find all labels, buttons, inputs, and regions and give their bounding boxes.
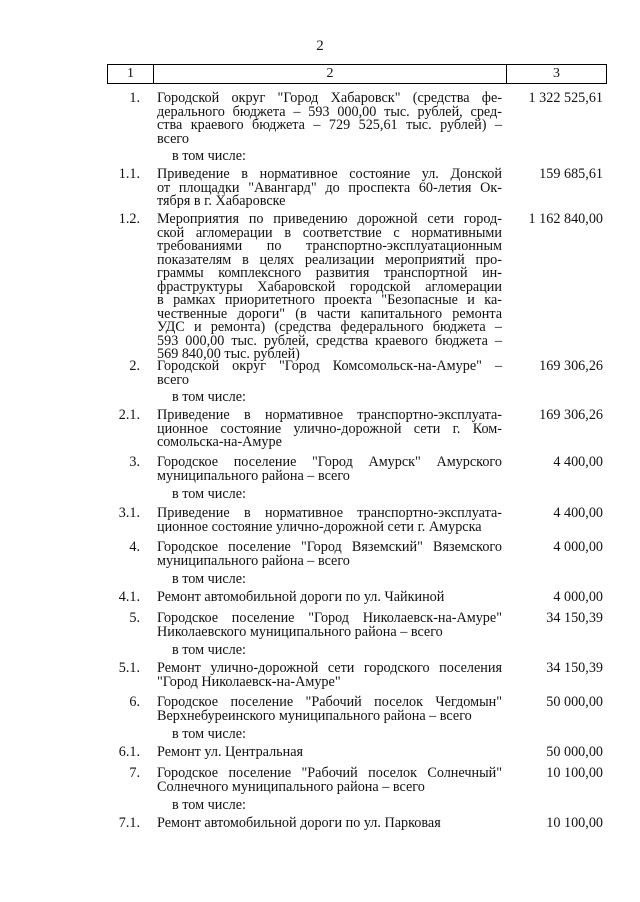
description-line: сомольска-на-Амуре	[157, 434, 282, 450]
row-amount: 34 150,39	[546, 610, 603, 626]
row-amount: 50 000,00	[546, 694, 603, 710]
description-line: в рамках приоритетного проекта "Безопасные и ка-	[157, 292, 502, 308]
description-line: Ремонт ул. Центральная	[157, 744, 304, 760]
row-description	[157, 92, 502, 146]
description-line: ства краевого бюджета – 729 525,61 тыс. рублей) –	[157, 117, 502, 133]
row-description	[157, 612, 502, 639]
description-line: фраструктуры Хабаровской городской агломерации	[157, 278, 502, 295]
row-amount: 50 000,00	[546, 744, 603, 760]
description-line: ской агломерации в соответствие с нормативными	[157, 224, 502, 241]
row-amount: 159 685,61	[539, 166, 603, 182]
subtitle-label: в том числе:	[172, 148, 246, 164]
row-description	[157, 662, 502, 689]
row-number: 7.	[129, 765, 140, 781]
description-line: ционное состояние улично-дорожной сети г. Амурска	[157, 518, 482, 535]
description-line: Ремонт автомобильной дороги по ул. Чайкиной	[157, 589, 445, 605]
row-amount: 10 100,00	[546, 815, 603, 831]
row-number: 4.1.	[118, 589, 140, 605]
description-line: Солнечного муниципального района – всего	[157, 778, 425, 795]
description-line: Городской округ "Город Комсомольск-на-Амуре" –	[157, 358, 502, 374]
row-number: 2.	[129, 358, 140, 374]
row-description	[157, 696, 502, 723]
description-line: тября в г. Хабаровске	[157, 193, 286, 209]
row-number: 6.	[129, 694, 140, 710]
subtitle-label: в том числе:	[172, 726, 246, 742]
description-line: всего	[157, 371, 189, 388]
row-description	[157, 456, 502, 483]
column-header-1: 1	[108, 65, 154, 84]
row-amount: 4 400,00	[553, 454, 603, 470]
row-number: 7.1.	[118, 815, 140, 831]
description-line: Городское поселение "Город Амурск" Амурского	[157, 454, 502, 470]
description-line: Приведение в нормативное транспортно-эксплуата-	[157, 407, 502, 423]
description-line: Городское поселение "Рабочий поселок Чегдомын"	[157, 694, 502, 710]
row-amount: 169 306,26	[539, 358, 603, 374]
row-description	[157, 541, 502, 568]
description-line: Городское поселение "Город Николаевск-на-Амуре"	[157, 610, 502, 626]
row-number: 1.	[129, 90, 140, 106]
subtitle-label: в том числе:	[172, 797, 246, 813]
row-description	[157, 409, 502, 450]
row-number: 2.1.	[118, 407, 140, 423]
description-line: Верхнебуреинского муниципального района – всего	[157, 707, 472, 724]
description-line: ционное состояние улично-дорожной сети г. Ком-	[157, 420, 502, 437]
column-header-table	[107, 64, 607, 84]
row-description	[157, 360, 502, 387]
description-line: Городской округ "Город Хабаровск" (средства фе-	[157, 90, 502, 106]
description-line: Приведение в нормативное транспортно-эксплуата-	[157, 505, 502, 521]
row-amount: 34 150,39	[546, 660, 603, 676]
description-line: муниципального района – всего	[157, 552, 350, 569]
description-line: Городское поселение "Рабочий поселок Солнечный"	[157, 765, 502, 781]
description-line: дерального бюджета – 593 000,00 тыс. рублей, сред-	[157, 103, 502, 120]
row-description	[157, 168, 502, 209]
description-line: муниципального района – всего	[157, 467, 350, 484]
row-amount: 4 400,00	[553, 505, 603, 521]
description-line: требованиями по транспортно-эксплуатационным	[157, 238, 502, 254]
row-number: 5.1.	[118, 660, 140, 676]
description-line: Ремонт автомобильной дороги по ул. Парковая	[157, 815, 441, 831]
description-line: от площадки "Авангард" до проспекта 60-летия Ок-	[157, 179, 502, 196]
description-line: показателям в целях реализации мероприятий про-	[157, 251, 502, 268]
row-number: 6.1.	[118, 744, 140, 760]
row-amount: 1 162 840,00	[528, 211, 603, 227]
description-line: Николаевского муниципального района – всего	[157, 623, 443, 640]
row-description	[157, 817, 502, 831]
row-description	[157, 767, 502, 794]
subtitle-label: в том числе:	[172, 571, 246, 587]
page-number: 2	[316, 38, 324, 54]
row-number: 4.	[129, 539, 140, 555]
row-description	[157, 746, 502, 760]
description-line: граммы комплексного развития транспортной ин-	[157, 265, 502, 281]
row-amount: 1 322 525,61	[528, 90, 603, 106]
column-header-2: 2	[154, 65, 507, 84]
subtitle-label: в том числе:	[172, 486, 246, 502]
row-description	[157, 213, 502, 362]
description-line: Приведение в нормативное состояние ул. Донской	[157, 166, 502, 182]
row-description	[157, 507, 502, 534]
row-number: 3.	[129, 454, 140, 470]
description-line: всего	[157, 130, 189, 147]
row-amount: 10 100,00	[546, 765, 603, 781]
description-line: Ремонт улично-дорожной сети городского поселения	[157, 660, 502, 676]
row-number: 1.2.	[118, 211, 140, 227]
row-description	[157, 591, 502, 605]
row-number: 1.1.	[118, 166, 140, 182]
row-number: 3.1.	[118, 505, 140, 521]
row-amount: 169 306,26	[539, 407, 603, 423]
column-header-3: 3	[507, 65, 607, 84]
subtitle-label: в том числе:	[172, 642, 246, 658]
description-line: чественные дороги" (в части капитального ремонта	[157, 305, 502, 322]
description-line: УДС и ремонта) (средства федерального бюджета –	[157, 319, 502, 335]
description-line: 593 000,00 тыс. рублей, средства краевого бюджета –	[157, 332, 502, 349]
row-amount: 4 000,00	[553, 539, 603, 555]
row-amount: 4 000,00	[553, 589, 603, 605]
subtitle-label: в том числе:	[172, 389, 246, 405]
description-line: "Город Николаевск-на-Амуре"	[157, 673, 341, 690]
description-line: Городское поселение "Город Вяземский" Вяземского	[157, 539, 502, 555]
description-line: Мероприятия по приведению дорожной сети город-	[157, 211, 502, 227]
row-number: 5.	[129, 610, 140, 626]
description-line: 569 840,00 тыс. рублей)	[157, 346, 300, 362]
